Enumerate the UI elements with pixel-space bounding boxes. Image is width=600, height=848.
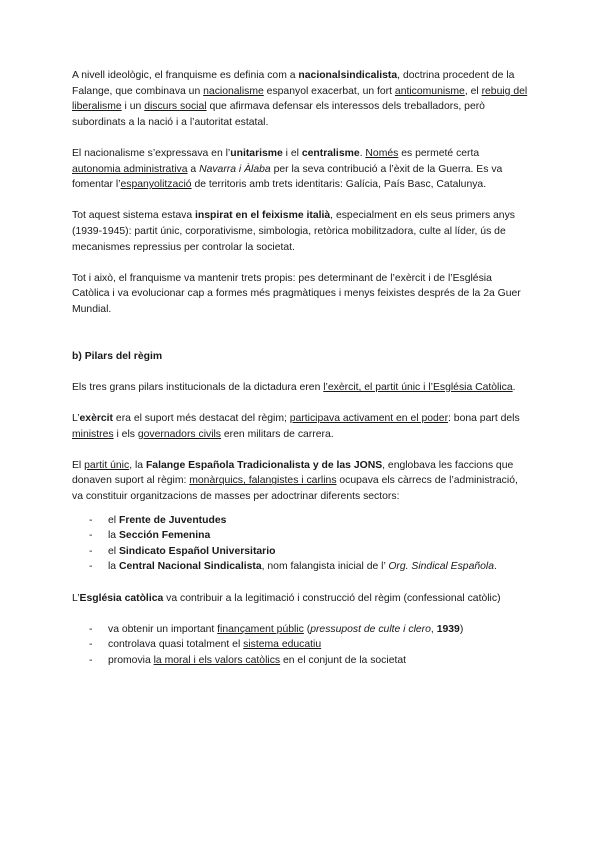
paragraph-own-traits xyxy=(72,271,530,318)
underlined-term: partit únic xyxy=(84,459,130,471)
underlined-term: monàrquics, falangistes i carlins xyxy=(189,475,337,487)
text: espanyol exacerbat, un fort xyxy=(263,85,395,97)
underlined-term: l’exèrcit, el partit únic i l’Església Catòlica xyxy=(323,381,513,393)
text: L’ xyxy=(72,592,80,604)
bold-term: Sección Femenina xyxy=(118,530,211,542)
underlined-term: anticomunisme xyxy=(394,85,465,97)
bold-term: inspirat en el feixisme italià xyxy=(195,210,331,222)
text: , englobava les faccions que donaven suport al règim: xyxy=(72,459,514,487)
underlined-term: governadors civils xyxy=(137,428,222,440)
text: , nom falangista inicial de l’ xyxy=(261,561,389,573)
text: es permeté certa xyxy=(398,147,480,159)
underlined-term: sistema educatiu xyxy=(243,639,322,651)
italic-term: pressupost de culte i clero xyxy=(310,623,431,635)
text: ) xyxy=(459,623,464,635)
underlined-term: ministres xyxy=(72,428,114,440)
text: i un xyxy=(121,101,145,113)
text: ocupava els càrrecs de l’administració, va constituir organitzacions de masses per adoctrinar diferents sectors: xyxy=(72,475,518,503)
text: , especialment en els seus primers anys (1939-1945): partit únic, corporativisme, simbologia, retòrica mobilitzadora, culte al líder, ús de mecanismes repressius per controlar la societat. xyxy=(72,210,515,253)
text: Tot i això, el franquisme va mantenir trets propis: pes determinant de l’exèrcit i de l’Església Catòlica i va evolucionar cap a formes més pragmàtiques i menys feixistes després de la 2a Guer Mundial. xyxy=(72,272,521,315)
underlined-term: finançament públic xyxy=(217,623,304,635)
text: el xyxy=(108,545,119,557)
paragraph-ideology xyxy=(72,68,530,130)
underlined-term: la moral i els valors catòlics xyxy=(153,654,281,666)
spacer xyxy=(72,333,530,349)
text: A nivell ideològic, el franquisme es definia com a xyxy=(72,70,299,81)
text: El xyxy=(72,459,85,471)
text: va obtenir un important xyxy=(108,623,218,635)
paragraph-pillars xyxy=(72,380,530,396)
text: : bona part dels xyxy=(448,413,520,425)
italic-term: Org. Sindical Española xyxy=(388,561,495,573)
dash-bullet: - xyxy=(89,545,93,557)
dash-bullet: - xyxy=(89,654,93,666)
church-role-list xyxy=(72,622,530,669)
text: era el suport més destacat del règim; xyxy=(113,413,290,425)
text: controlava quasi totalment el xyxy=(108,639,244,651)
text: va contribuir a la legitimació i construcció del règim (confessional catòlic) xyxy=(163,592,501,604)
text: promovia xyxy=(108,654,154,666)
underlined-term: participava activament en el poder xyxy=(289,413,449,425)
bold-term: unitarisme xyxy=(230,147,283,159)
bold-term: exèrcit xyxy=(79,413,114,425)
underlined-term: espanyolització xyxy=(120,179,192,191)
underlined-term: nacionalisme xyxy=(203,85,264,97)
underlined-term: autonomia administrativa xyxy=(72,163,188,175)
bold-term: Falange Española Tradicionalista y de las JONS xyxy=(145,459,383,471)
underlined-term: discurs social xyxy=(144,101,207,113)
paragraph-church xyxy=(72,591,530,607)
text: . xyxy=(359,147,366,159)
text: la xyxy=(108,561,119,573)
text: i el xyxy=(282,147,302,159)
list-item xyxy=(72,653,530,669)
text: L’ xyxy=(72,413,80,425)
paragraph-fascism xyxy=(72,208,530,255)
dash-bullet: - xyxy=(89,514,93,526)
dash-bullet: - xyxy=(89,623,93,635)
text: a xyxy=(187,163,200,175)
text: ( xyxy=(303,623,311,635)
mass-organizations-list xyxy=(72,513,530,575)
text: eren militars de carrera. xyxy=(221,428,334,440)
text: Tot aquest sistema estava xyxy=(72,210,196,222)
bold-term: 1939 xyxy=(436,623,460,635)
bold-term: Central Nacional Sindicalista xyxy=(118,561,262,573)
text: el xyxy=(108,514,119,526)
text: , doctrina procedent de la Falange, que combinava un xyxy=(72,70,515,97)
text: i els xyxy=(113,428,138,440)
text: la xyxy=(108,530,119,542)
text: per la seva contribució a l’èxit de la Guerra. Es va fomentar l’ xyxy=(72,163,503,191)
list-item xyxy=(72,528,530,544)
dash-bullet: - xyxy=(89,639,93,651)
text: , la xyxy=(129,459,146,471)
bold-term: Sindicato Español Universitario xyxy=(118,545,276,557)
underlined-term: Només xyxy=(365,147,399,159)
bold-term: nacionalsindicalista xyxy=(298,70,398,81)
list-item xyxy=(72,622,530,638)
bold-term: Església catòlica xyxy=(79,592,164,604)
text: que afirmava defensar els interessos dels treballadors, però subordinats a la nació i a l’autoritat estatal. xyxy=(72,101,485,128)
list-item xyxy=(72,544,530,560)
text: El nacionalisme s’expressava en l’ xyxy=(72,147,231,159)
bold-term: Frente de Juventudes xyxy=(118,514,227,526)
paragraph-nationalism xyxy=(72,146,530,193)
italic-term: Navarra i Àlaba xyxy=(199,163,271,175)
text: , xyxy=(430,623,437,635)
text: , el xyxy=(464,85,482,97)
paragraph-single-party xyxy=(72,458,530,505)
text: en el conjunt de la societat xyxy=(280,654,407,666)
bold-term: centralisme xyxy=(301,147,360,159)
section-heading: b) Pilars del règim xyxy=(72,350,163,362)
underlined-term: rebuig del liberalisme xyxy=(72,85,528,113)
dash-bullet: - xyxy=(89,561,93,573)
list-item xyxy=(72,513,530,529)
text: de territoris amb trets identitaris: Galícia, País Basc, Catalunya. xyxy=(191,179,487,191)
paragraph-army xyxy=(72,411,530,442)
text: . xyxy=(512,381,516,393)
dash-bullet: - xyxy=(89,530,93,542)
list-item xyxy=(72,637,530,653)
text: . xyxy=(494,561,497,573)
list-item xyxy=(72,559,530,575)
text: Els tres grans pilars institucionals de la dictadura eren xyxy=(72,381,324,393)
